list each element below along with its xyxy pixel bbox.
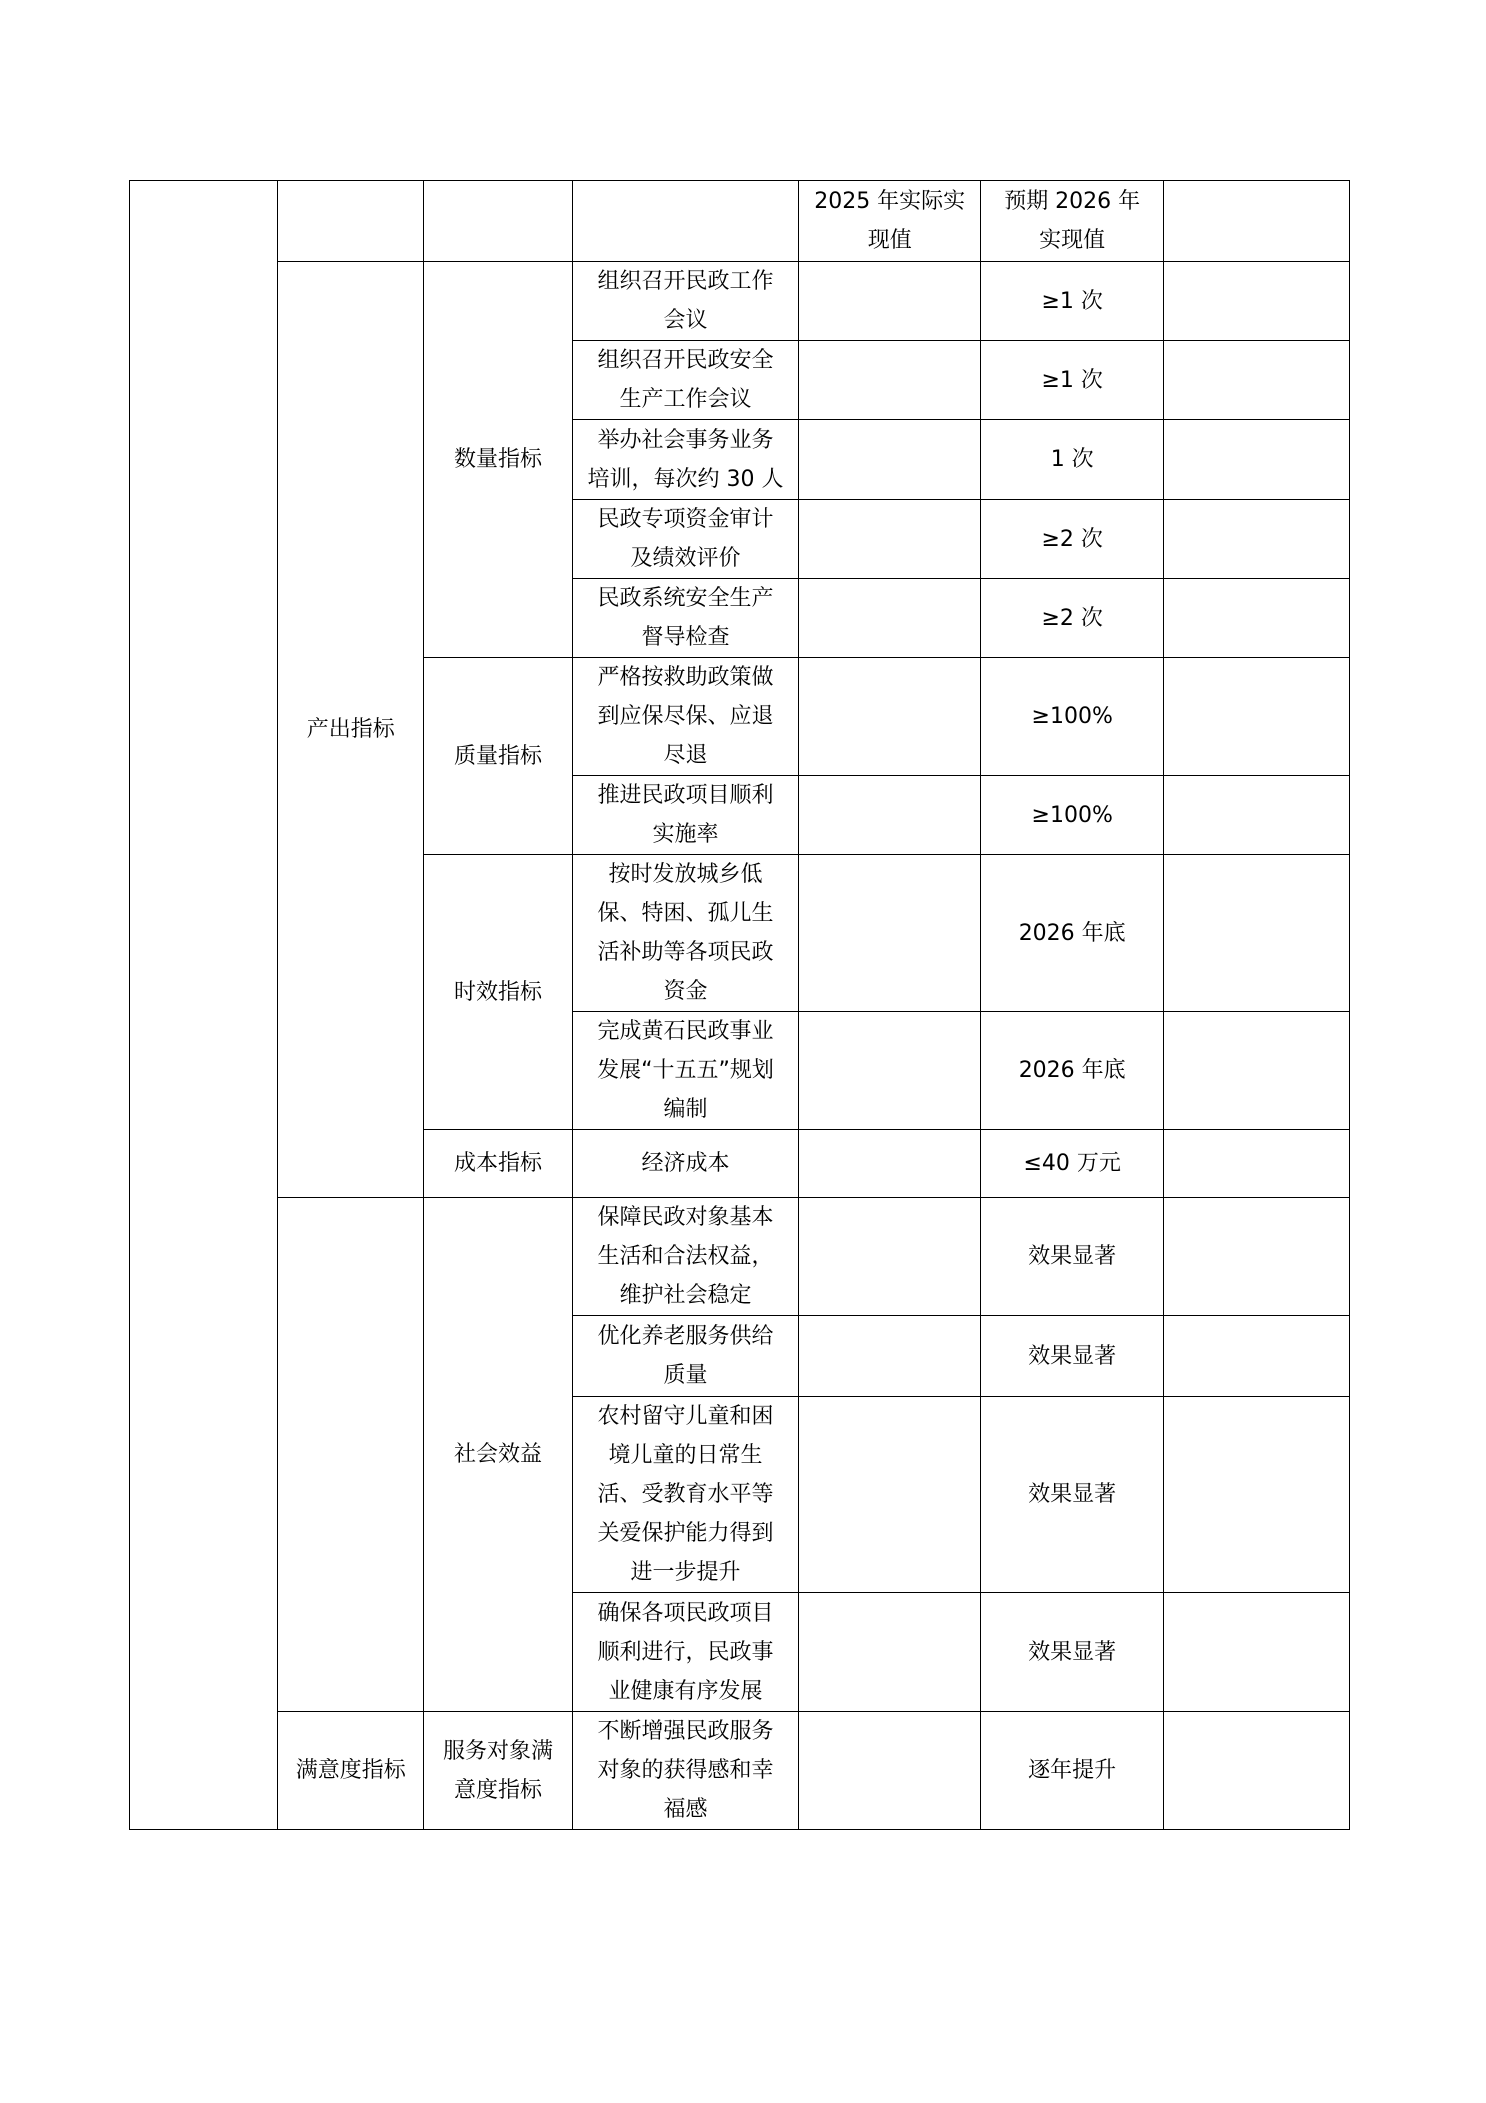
indicator-cell: 严格按救助政策做到应保尽保、应退尽退	[572, 658, 799, 776]
level2-service-satisfaction: 服务对象满意度指标	[424, 1712, 572, 1830]
table-row	[130, 1198, 1350, 1316]
actual-value-cell	[799, 500, 980, 579]
blank-header-cell	[572, 181, 799, 262]
remark-cell	[1164, 341, 1350, 420]
remark-cell	[1164, 1198, 1350, 1316]
indicator-cell: 按时发放城乡低保、特困、孤儿生活补助等各项民政资金	[572, 855, 799, 1012]
blank-header-cell	[1164, 181, 1350, 262]
indicator-cell: 不断增强民政服务对象的获得感和幸福感	[572, 1712, 799, 1830]
remark-cell	[1164, 1012, 1350, 1130]
indicator-cell: 保障民政对象基本生活和合法权益，维护社会稳定	[572, 1198, 799, 1316]
actual-value-cell	[799, 658, 980, 776]
remark-cell	[1164, 1316, 1350, 1397]
actual-value-cell	[799, 1712, 980, 1830]
table-header-row	[130, 181, 1350, 262]
blank-header-cell	[424, 181, 572, 262]
level2-quantity: 数量指标	[424, 262, 572, 658]
blank-first-column-cell	[130, 181, 278, 1830]
remark-cell	[1164, 1130, 1350, 1198]
expected-value-cell: 1 次	[980, 420, 1164, 500]
expected-value-cell: ≤40 万元	[980, 1130, 1164, 1198]
table-row	[130, 1712, 1350, 1830]
actual-value-cell	[799, 776, 980, 855]
level2-social-benefit: 社会效益	[424, 1198, 572, 1712]
expected-value-cell: 效果显著	[980, 1316, 1164, 1397]
remark-cell	[1164, 855, 1350, 1012]
indicator-cell: 民政系统安全生产督导检查	[572, 579, 799, 658]
expected-value-cell: 效果显著	[980, 1593, 1164, 1712]
table-row	[130, 262, 1350, 341]
blank-level1-cell	[278, 1198, 424, 1712]
actual-value-cell	[799, 579, 980, 658]
performance-indicator-table	[129, 180, 1350, 1830]
actual-value-cell	[799, 262, 980, 341]
actual-value-cell	[799, 1397, 980, 1593]
remark-cell	[1164, 420, 1350, 500]
remark-cell	[1164, 1593, 1350, 1712]
expected-value-cell: ≥1 次	[980, 341, 1164, 420]
actual-value-cell	[799, 341, 980, 420]
actual-value-cell	[799, 1198, 980, 1316]
expected-value-cell: 逐年提升	[980, 1712, 1164, 1830]
expected-value-cell: 2026 年底	[980, 1012, 1164, 1130]
expected-value-cell: 2026 年底	[980, 855, 1164, 1012]
level2-quality: 质量指标	[424, 658, 572, 855]
level2-cost: 成本指标	[424, 1130, 572, 1198]
remark-cell	[1164, 500, 1350, 579]
expected-value-cell: ≥100%	[980, 658, 1164, 776]
indicator-cell: 组织召开民政工作会议	[572, 262, 799, 341]
expected-value-cell: ≥2 次	[980, 579, 1164, 658]
actual-value-cell	[799, 1130, 980, 1198]
indicator-cell: 完成黄石民政事业发展“十五五”规划编制	[572, 1012, 799, 1130]
header-actual-2025: 2025 年实际实现值	[799, 181, 980, 262]
actual-value-cell	[799, 420, 980, 500]
expected-value-cell: 效果显著	[980, 1397, 1164, 1593]
indicator-cell: 确保各项民政项目顺利进行，民政事业健康有序发展	[572, 1593, 799, 1712]
level1-output: 产出指标	[278, 262, 424, 1198]
indicator-cell: 农村留守儿童和困境儿童的日常生活、受教育水平等关爱保护能力得到进一步提升	[572, 1397, 799, 1593]
indicator-cell: 举办社会事务业务培训，每次约 30 人	[572, 420, 799, 500]
indicator-cell: 组织召开民政安全生产工作会议	[572, 341, 799, 420]
expected-value-cell: ≥2 次	[980, 500, 1164, 579]
remark-cell	[1164, 1712, 1350, 1830]
actual-value-cell	[799, 855, 980, 1012]
actual-value-cell	[799, 1012, 980, 1130]
indicator-cell: 优化养老服务供给质量	[572, 1316, 799, 1397]
expected-value-cell: ≥1 次	[980, 262, 1164, 341]
indicator-cell: 经济成本	[572, 1130, 799, 1198]
header-expected-2026: 预期 2026 年实现值	[980, 181, 1164, 262]
expected-value-cell: 效果显著	[980, 1198, 1164, 1316]
actual-value-cell	[799, 1316, 980, 1397]
expected-value-cell: ≥100%	[980, 776, 1164, 855]
indicator-cell: 推进民政项目顺利实施率	[572, 776, 799, 855]
remark-cell	[1164, 262, 1350, 341]
level1-satisfaction: 满意度指标	[278, 1712, 424, 1830]
remark-cell	[1164, 658, 1350, 776]
remark-cell	[1164, 579, 1350, 658]
remark-cell	[1164, 776, 1350, 855]
level2-timeliness: 时效指标	[424, 855, 572, 1130]
actual-value-cell	[799, 1593, 980, 1712]
blank-header-cell	[278, 181, 424, 262]
indicator-cell: 民政专项资金审计及绩效评价	[572, 500, 799, 579]
remark-cell	[1164, 1397, 1350, 1593]
